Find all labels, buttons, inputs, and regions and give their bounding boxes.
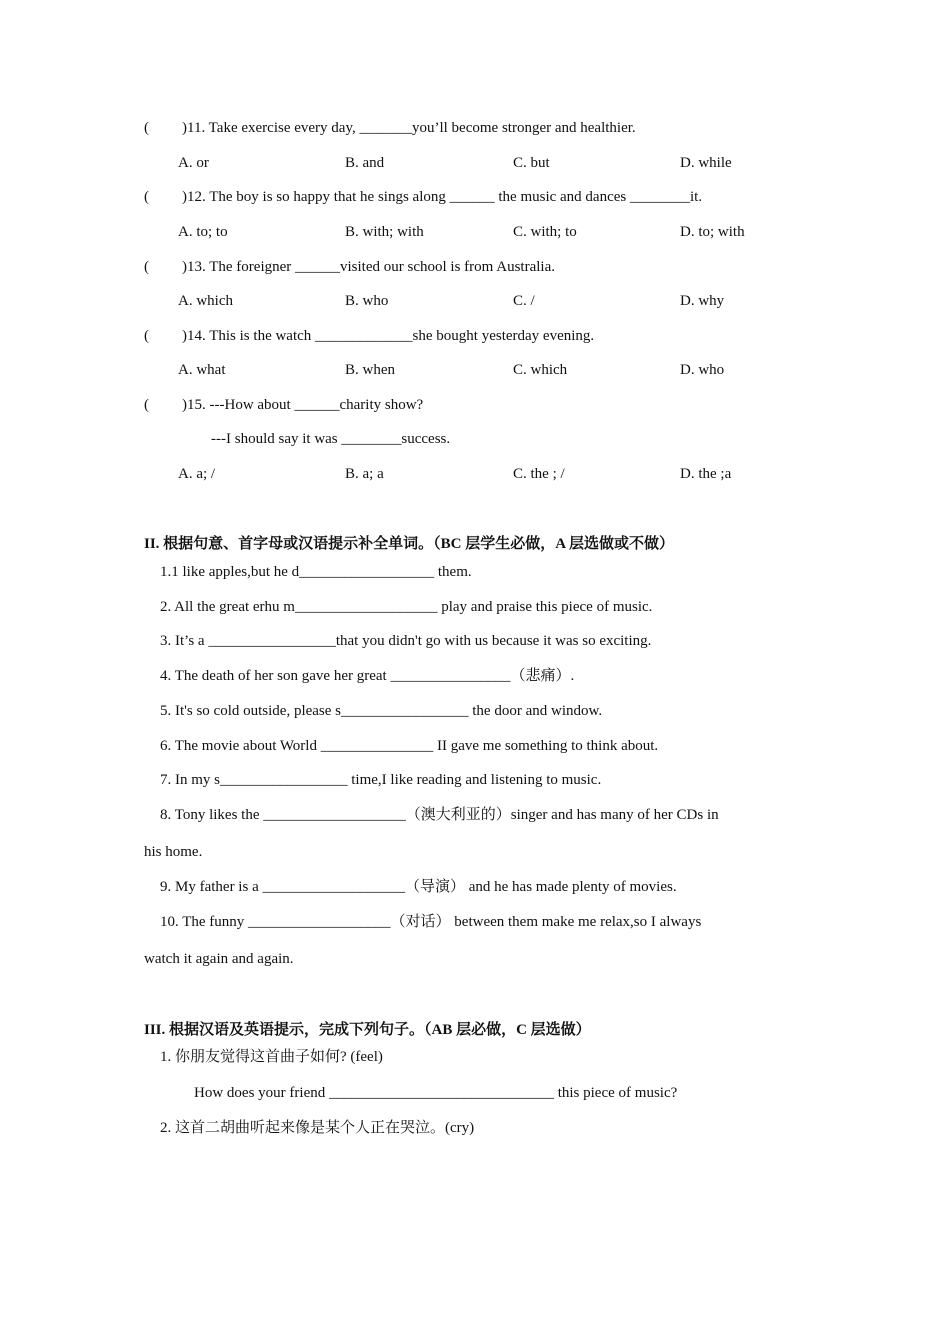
question-15: [144, 396, 423, 414]
answer-bracket[interactable]: (: [144, 397, 149, 413]
option-b: B. a; a: [345, 466, 384, 482]
fill-item-4: 4. The death of her son gave her great ________________（悲痛）.: [160, 668, 575, 684]
option-b: B. who: [345, 293, 389, 309]
fill-item-10-continued: watch it again and again.: [144, 951, 294, 967]
answer-bracket[interactable]: (: [144, 259, 149, 275]
section-2-heading: II. 根据句意、首字母或汉语提示补全单词。（BC 层学生必做，A 层选做或不做）: [144, 536, 675, 552]
fill-item-8-continued: his home.: [144, 844, 203, 860]
question-15-line2: ---I should say it was ________success.: [211, 431, 451, 447]
question-text: )12. The boy is so happy that he sings along ______ the music and dances ________it.: [182, 189, 703, 205]
section-3-heading: III. 根据汉语及英语提示，完成下列句子。（AB 层必做，C 层选做）: [144, 1022, 591, 1038]
question-12: [144, 188, 702, 206]
option-c: C. /: [513, 293, 535, 309]
option-c: C. which: [513, 362, 568, 378]
option-a: A. a; /: [178, 466, 216, 482]
question-text: )13. The foreigner ______visited our school is from Australia.: [182, 259, 555, 275]
option-a: A. which: [178, 293, 233, 309]
question-13: [144, 258, 555, 276]
answer-bracket[interactable]: (: [144, 120, 149, 136]
option-d: D. the ;a: [680, 466, 732, 482]
fill-item-2: 2. All the great erhu m___________________ play and praise this piece of music.: [160, 599, 653, 615]
answer-bracket[interactable]: (: [144, 189, 149, 205]
option-d: D. while: [680, 155, 732, 171]
question-11: [144, 119, 636, 137]
option-a: A. what: [178, 362, 226, 378]
fill-item-3: 3. It’s a _________________that you didn't go with us because it was so exciting.: [160, 633, 652, 649]
option-c: C. with; to: [513, 224, 577, 240]
fill-item-9: 9. My father is a ___________________（导演） and he has made plenty of movies.: [160, 879, 677, 895]
fill-item-6: 6. The movie about World _______________ II gave me something to think about.: [160, 738, 659, 754]
fill-item-1: 1.1 like apples,but he d__________________ them.: [160, 564, 472, 580]
answer-bracket[interactable]: (: [144, 328, 149, 344]
fill-item-7: 7. In my s_________________ time,I like reading and listening to music.: [160, 772, 602, 788]
option-b: B. and: [345, 155, 385, 171]
translate-item-1-prompt: 1. 你朋友觉得这首曲子如何? (feel): [160, 1049, 383, 1065]
option-a: A. to; to: [178, 224, 228, 240]
option-b: B. with; with: [345, 224, 424, 240]
question-14: [144, 327, 594, 345]
option-b: B. when: [345, 362, 395, 378]
option-d: D. why: [680, 293, 725, 309]
question-text: )15. ---How about ______charity show?: [182, 397, 424, 413]
question-text: )11. Take exercise every day, _______you’ll become stronger and healthier.: [182, 120, 636, 136]
fill-item-10: 10. The funny ___________________（对话） between them make me relax,so I always: [160, 914, 702, 930]
question-text: )14. This is the watch _____________she bought yesterday evening.: [182, 328, 595, 344]
option-d: D. who: [680, 362, 725, 378]
option-c: C. but: [513, 155, 550, 171]
option-d: D. to; with: [680, 224, 745, 240]
translate-item-2-prompt: 2. 这首二胡曲听起来像是某个人正在哭泣。(cry): [160, 1120, 475, 1136]
fill-item-5: 5. It's so cold outside, please s_________________ the door and window.: [160, 703, 603, 719]
option-c: C. the ; /: [513, 466, 565, 482]
translate-item-1-sentence: How does your friend ______________________________ this piece of music?: [194, 1085, 678, 1101]
fill-item-8: 8. Tony likes the ___________________（澳大利亚的）singer and has many of her CDs in: [160, 807, 719, 823]
option-a: A. or: [178, 155, 209, 171]
